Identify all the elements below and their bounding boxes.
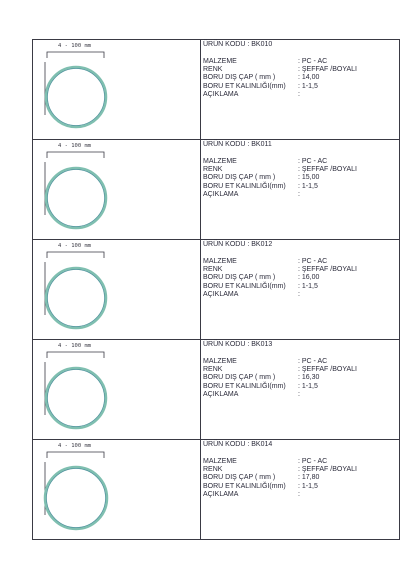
product-code <box>203 141 272 149</box>
spec-value: : <box>298 490 300 498</box>
product-code-value: : BK012 <box>247 241 273 248</box>
spec-outer-diameter <box>203 374 357 382</box>
spec-key: BORU DIŞ ÇAP ( mm ) <box>203 74 276 82</box>
spec-value: : ŞEFFAF /BOYALI <box>298 266 357 274</box>
product-code-label: ÜRÜN KODU <box>203 141 246 148</box>
spec-value: : 17,80 <box>298 474 320 482</box>
product-spec <box>201 340 399 439</box>
pipe-drawing <box>33 340 201 439</box>
spec-material <box>203 258 357 266</box>
spec-key: RENK <box>203 166 223 174</box>
spec-material <box>203 158 357 166</box>
spec-value: : <box>298 390 300 398</box>
spec-value: : 16,00 <box>298 274 320 282</box>
spec-material <box>203 358 357 366</box>
spec-key: BORU ET KALINLIĞI(mm) <box>203 82 286 90</box>
spec-color <box>203 466 357 474</box>
spec-key: MALZEME <box>203 58 237 65</box>
product-spec <box>201 140 399 239</box>
spec-outer-diameter <box>203 174 357 182</box>
spec-key: BORU DIŞ ÇAP ( mm ) <box>203 174 276 182</box>
spec-key: AÇIKLAMA <box>203 390 239 398</box>
spec-key: RENK <box>203 366 223 374</box>
spec-key: BORU ET KALINLIĞI(mm) <box>203 382 286 390</box>
spec-value: : 16,30 <box>298 374 320 382</box>
spec-wall-thickness <box>203 183 357 191</box>
spec-color <box>203 266 357 274</box>
spec-key: BORU DIŞ ÇAP ( mm ) <box>203 474 276 482</box>
product-row <box>33 240 399 340</box>
spec-value: : 1-1,5 <box>298 382 318 390</box>
dimension-note: 4 - 100 mm <box>58 443 92 449</box>
pipe-profile-icon <box>33 240 201 340</box>
product-code <box>203 441 272 449</box>
spec-material <box>203 58 357 66</box>
pipe-profile-icon <box>33 340 201 440</box>
spec-key: MALZEME <box>203 458 237 465</box>
spec-color <box>203 366 357 374</box>
dimension-note: 4 - 100 mm <box>58 43 92 49</box>
spec-wall-thickness <box>203 483 357 491</box>
product-code-value: : BK011 <box>247 141 272 148</box>
spec-value: : PC - AC <box>298 258 328 265</box>
spec-wall-thickness <box>203 383 357 391</box>
spec-value: : ŞEFFAF /BOYALI <box>298 166 357 174</box>
spec-value: : ŞEFFAF /BOYALI <box>298 366 357 374</box>
spec-value: : <box>298 190 300 198</box>
spec-key: RENK <box>203 466 223 474</box>
spec-key: BORU DIŞ ÇAP ( mm ) <box>203 374 276 382</box>
spec-key: BORU ET KALINLIĞI(mm) <box>203 282 286 290</box>
spec-key: AÇIKLAMA <box>203 190 239 198</box>
spec-key: AÇIKLAMA <box>203 90 239 98</box>
spec-description <box>203 291 357 299</box>
product-code-value: : BK014 <box>247 441 273 448</box>
spec-outer-diameter <box>203 474 357 482</box>
spec-value: : <box>298 290 300 298</box>
product-row <box>33 140 399 240</box>
spec-wall-thickness <box>203 283 357 291</box>
product-code <box>203 341 272 349</box>
product-spec <box>201 40 399 139</box>
spec-description <box>203 91 357 99</box>
spec-value: : 1-1,5 <box>298 282 318 290</box>
pipe-drawing <box>33 440 201 539</box>
product-row <box>33 440 399 539</box>
product-code-label: ÜRÜN KODU <box>203 41 246 48</box>
spec-key: RENK <box>203 266 223 274</box>
spec-description <box>203 491 357 499</box>
pipe-profile-icon <box>33 140 201 240</box>
spec-value: : 1-1,5 <box>298 182 318 190</box>
spec-key: BORU ET KALINLIĞI(mm) <box>203 182 286 190</box>
pipe-profile-icon <box>33 40 201 140</box>
spec-key: AÇIKLAMA <box>203 490 239 498</box>
product-code <box>203 241 272 249</box>
spec-color <box>203 166 357 174</box>
spec-value: : PC - AC <box>298 358 328 365</box>
spec-value: : ŞEFFAF /BOYALI <box>298 66 357 74</box>
spec-value: : PC - AC <box>298 458 328 465</box>
spec-key: MALZEME <box>203 358 237 365</box>
spec-value: : <box>298 90 300 98</box>
dimension-note: 4 - 100 mm <box>58 143 92 149</box>
spec-wall-thickness <box>203 83 357 91</box>
product-code-label: ÜRÜN KODU <box>203 241 246 248</box>
product-spec <box>201 440 399 539</box>
pipe-drawing <box>33 140 201 239</box>
spec-value: : 1-1,5 <box>298 482 318 490</box>
product-code-value: : BK013 <box>247 341 273 348</box>
spec-value: : 14,00 <box>298 74 320 82</box>
pipe-profile-icon <box>33 440 201 539</box>
spec-description <box>203 391 357 399</box>
spec-key: AÇIKLAMA <box>203 290 239 298</box>
spec-value: : 15,00 <box>298 174 320 182</box>
spec-key: MALZEME <box>203 258 237 265</box>
product-row <box>33 40 399 140</box>
spec-key: BORU ET KALINLIĞI(mm) <box>203 482 286 490</box>
product-code-value: : BK010 <box>247 41 273 48</box>
spec-key: RENK <box>203 66 223 74</box>
spec-value: : PC - AC <box>298 58 328 65</box>
spec-outer-diameter <box>203 74 357 82</box>
product-row <box>33 340 399 440</box>
product-code <box>203 41 272 49</box>
spec-value: : 1-1,5 <box>298 82 318 90</box>
spec-key: MALZEME <box>203 158 237 165</box>
pipe-drawing <box>33 40 201 139</box>
spec-outer-diameter <box>203 274 357 282</box>
dimension-note: 4 - 100 mm <box>58 343 92 349</box>
pipe-drawing <box>33 240 201 339</box>
spec-value: : ŞEFFAF /BOYALI <box>298 466 357 474</box>
spec-key: BORU DIŞ ÇAP ( mm ) <box>203 274 276 282</box>
product-code-label: ÜRÜN KODU <box>203 441 246 448</box>
dimension-note: 4 - 100 mm <box>58 243 92 249</box>
spec-color <box>203 66 357 74</box>
spec-material <box>203 458 357 466</box>
spec-value: : PC - AC <box>298 158 328 165</box>
product-catalog-table <box>32 39 400 540</box>
spec-description <box>203 191 357 199</box>
product-spec <box>201 240 399 339</box>
product-code-label: ÜRÜN KODU <box>203 341 246 348</box>
